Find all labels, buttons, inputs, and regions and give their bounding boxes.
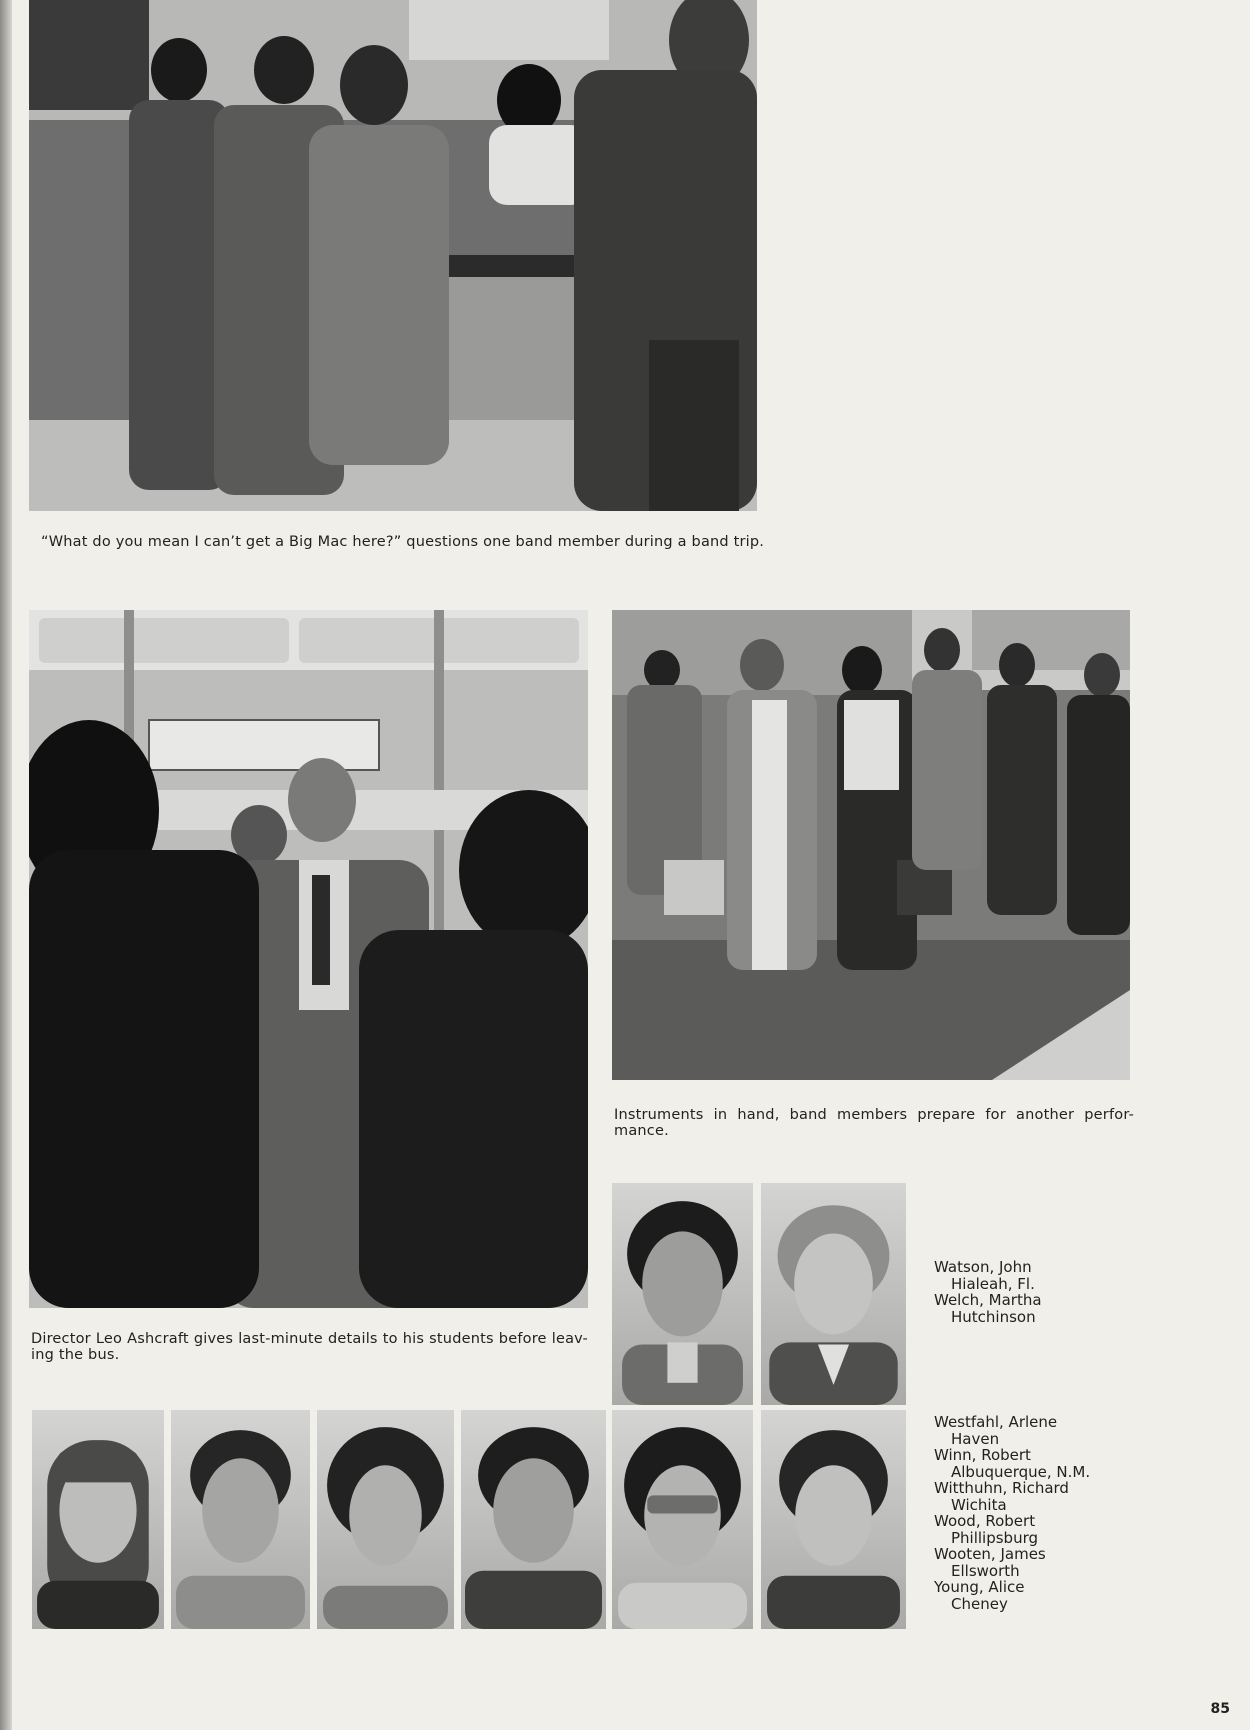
roster-hometown: Phillipsburg	[951, 1528, 1039, 1547]
band-members-caption: Instruments in hand, band members prepare for another perfor-mance.	[614, 1107, 1134, 1139]
director-on-bus-photo	[29, 610, 588, 1308]
page-number: 85	[1210, 1701, 1230, 1717]
roster-hometown: Ellsworth	[951, 1561, 1020, 1580]
roster-name: Young, Alice	[934, 1578, 1025, 1596]
roster-names-a	[934, 1259, 1134, 1325]
roster-hometown: Wichita	[951, 1495, 1007, 1514]
portrait-westfahl-arlene	[32, 1410, 164, 1629]
portrait-welch-martha	[761, 1183, 906, 1405]
roster-name: Wooten, James	[934, 1545, 1046, 1563]
roster-hometown: Cheney	[951, 1594, 1008, 1613]
roster-name: Winn, Robert	[934, 1446, 1031, 1464]
roster-name: Welch, Martha	[934, 1291, 1042, 1309]
roster-name: Witthuhn, Richard	[934, 1479, 1069, 1497]
portrait-wood-robert	[461, 1410, 606, 1629]
portrait-witthuhn-richard	[317, 1410, 454, 1629]
portrait-winn-robert	[171, 1410, 310, 1629]
roster-hometown: Hialeah, Fl.	[951, 1274, 1035, 1293]
roster-name: Wood, Robert	[934, 1512, 1036, 1530]
roster-hometown: Haven	[951, 1429, 1000, 1448]
roster-names-b	[934, 1414, 1154, 1612]
roster-name: Westfahl, Arlene	[934, 1413, 1058, 1431]
portrait-young-alice	[761, 1410, 906, 1629]
director-caption: Director Leo Ashcraft gives last-minute details to his students before leav-ing the bus.	[31, 1331, 588, 1363]
portrait-watson-john	[612, 1183, 753, 1405]
roster-hometown: Albuquerque, N.M.	[951, 1462, 1091, 1481]
roster-hometown: Hutchinson	[951, 1307, 1036, 1326]
portrait-wooten-james	[612, 1410, 753, 1629]
cafeteria-line-photo	[29, 0, 757, 511]
cafeteria-caption: “What do you mean I can’t get a Big Mac here?” questions one band member during a band trip.	[41, 534, 765, 550]
band-members-bus-photo	[612, 610, 1130, 1080]
page-edge-shadow	[0, 0, 12, 1730]
roster-name: Watson, John	[934, 1258, 1032, 1276]
